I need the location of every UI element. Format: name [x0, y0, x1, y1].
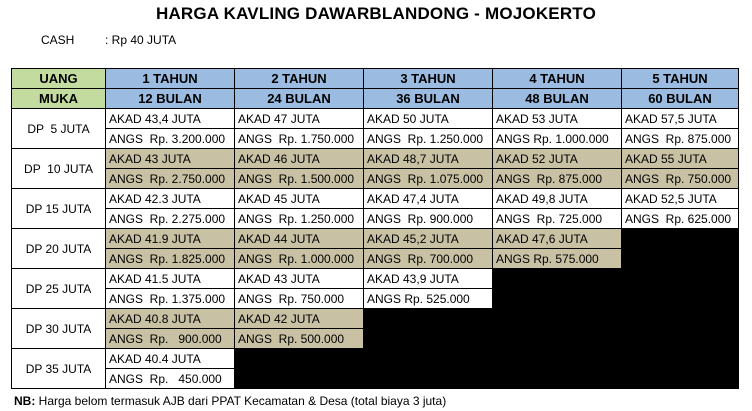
- angs-cell: ANGS Rp. 2.750.000: [106, 169, 235, 189]
- header-years-4: 4 TAHUN: [493, 69, 622, 89]
- angs-cell: ANGS Rp. 1.500.000: [235, 169, 364, 189]
- header-years-2: 2 TAHUN: [235, 69, 364, 89]
- empty-black-cell: [493, 369, 622, 389]
- angs-cell: ANGS Rp. 1.000.000: [235, 249, 364, 269]
- header-uang-muka-line1: UANG: [12, 69, 106, 89]
- angs-cell: ANGS Rp. 500.000: [235, 329, 364, 349]
- angs-cell: ANGS Rp. 750.000: [622, 169, 739, 189]
- akad-cell: AKAD 45,2 JUTA: [364, 229, 493, 249]
- cash-value: : Rp 40 JUTA: [105, 33, 177, 47]
- akad-cell: AKAD 45 JUTA: [235, 189, 364, 209]
- down-payment-cell: DP 35 JUTA: [12, 349, 106, 389]
- table-row: [12, 269, 739, 289]
- down-payment-cell: DP 15 JUTA: [12, 189, 106, 229]
- cash-label: CASH: [41, 33, 75, 47]
- akad-cell: AKAD 42 JUTA: [235, 309, 364, 329]
- empty-black-cell: [622, 249, 739, 269]
- empty-black-cell: [364, 369, 493, 389]
- table-row: [12, 149, 739, 169]
- angs-cell: ANGS Rp. 1.000.000: [493, 129, 622, 149]
- footnote-prefix: NB:: [14, 394, 36, 408]
- angs-cell: ANGS Rp. 625.000: [622, 209, 739, 229]
- angs-cell: ANGS Rp. 575.000: [493, 249, 622, 269]
- akad-cell: AKAD 49,8 JUTA: [493, 189, 622, 209]
- header-months-2: 24 BULAN: [235, 89, 364, 109]
- angs-cell: ANGS Rp. 900.000: [364, 209, 493, 229]
- akad-cell: AKAD 47 JUTA: [235, 109, 364, 129]
- table-row: [12, 209, 739, 229]
- akad-cell: AKAD 57,5 JUTA: [622, 109, 739, 129]
- angs-cell: ANGS Rp. 700.000: [364, 249, 493, 269]
- akad-cell: AKAD 43,4 JUTA: [106, 109, 235, 129]
- down-payment-cell: DP 5 JUTA: [12, 109, 106, 149]
- akad-cell: AKAD 55 JUTA: [622, 149, 739, 169]
- empty-black-cell: [622, 309, 739, 329]
- table-row: [12, 369, 739, 389]
- akad-cell: AKAD 43 JUTA: [235, 269, 364, 289]
- header-years-1: 1 TAHUN: [106, 69, 235, 89]
- empty-black-cell: [622, 369, 739, 389]
- header-months-1: 12 BULAN: [106, 89, 235, 109]
- empty-black-cell: [622, 229, 739, 249]
- price-table: [11, 68, 739, 389]
- header-years-5: 5 TAHUN: [622, 69, 739, 89]
- table-row: [12, 289, 739, 309]
- empty-black-cell: [364, 329, 493, 349]
- empty-black-cell: [493, 349, 622, 369]
- angs-cell: ANGS Rp. 1.825.000: [106, 249, 235, 269]
- angs-cell: ANGS Rp. 875.000: [493, 169, 622, 189]
- table-row: [12, 169, 739, 189]
- angs-cell: ANGS Rp. 725.000: [493, 209, 622, 229]
- angs-cell: ANGS Rp. 450.000: [106, 369, 235, 389]
- akad-cell: AKAD 44 JUTA: [235, 229, 364, 249]
- akad-cell: AKAD 48,7 JUTA: [364, 149, 493, 169]
- empty-black-cell: [364, 349, 493, 369]
- header-uang-muka-line2: MUKA: [12, 89, 106, 109]
- akad-cell: AKAD 41.9 JUTA: [106, 229, 235, 249]
- footnote: [14, 394, 446, 408]
- table-row: [12, 229, 739, 249]
- empty-black-cell: [493, 269, 622, 289]
- empty-black-cell: [493, 309, 622, 329]
- table-row: [12, 249, 739, 269]
- down-payment-cell: DP 30 JUTA: [12, 309, 106, 349]
- akad-cell: AKAD 40.8 JUTA: [106, 309, 235, 329]
- header-years-3: 3 TAHUN: [364, 69, 493, 89]
- akad-cell: AKAD 47,4 JUTA: [364, 189, 493, 209]
- akad-cell: AKAD 46 JUTA: [235, 149, 364, 169]
- empty-black-cell: [493, 329, 622, 349]
- empty-black-cell: [622, 269, 739, 289]
- empty-black-cell: [622, 289, 739, 309]
- table-row: [12, 309, 739, 329]
- down-payment-cell: DP 20 JUTA: [12, 229, 106, 269]
- angs-cell: ANGS Rp. 1.375.000: [106, 289, 235, 309]
- akad-cell: AKAD 52 JUTA: [493, 149, 622, 169]
- header-months-4: 48 BULAN: [493, 89, 622, 109]
- akad-cell: AKAD 53 JUTA: [493, 109, 622, 129]
- empty-black-cell: [622, 349, 739, 369]
- empty-black-cell: [364, 309, 493, 329]
- angs-cell: ANGS Rp. 2.275.000: [106, 209, 235, 229]
- empty-black-cell: [235, 369, 364, 389]
- akad-cell: AKAD 52,5 JUTA: [622, 189, 739, 209]
- akad-cell: AKAD 43,9 JUTA: [364, 269, 493, 289]
- angs-cell: ANGS Rp. 900.000: [106, 329, 235, 349]
- angs-cell: ANGS Rp. 1.250.000: [235, 209, 364, 229]
- price-table-body: [12, 109, 739, 389]
- angs-cell: ANGS Rp. 1.750.000: [235, 129, 364, 149]
- empty-black-cell: [235, 349, 364, 369]
- akad-cell: AKAD 50 JUTA: [364, 109, 493, 129]
- akad-cell: AKAD 47,6 JUTA: [493, 229, 622, 249]
- akad-cell: AKAD 40.4 JUTA: [106, 349, 235, 369]
- angs-cell: ANGS Rp. 1.250.000: [364, 129, 493, 149]
- table-row: [12, 129, 739, 149]
- header-months-3: 36 BULAN: [364, 89, 493, 109]
- angs-cell: ANGS Rp. 525.000: [364, 289, 493, 309]
- table-row: [12, 189, 739, 209]
- table-row: [12, 109, 739, 129]
- akad-cell: AKAD 43 JUTA: [106, 149, 235, 169]
- header-months-5: 60 BULAN: [622, 89, 739, 109]
- footnote-text: Harga belom termasuk AJB dari PPAT Kecamatan & Desa (total biaya 3 juta): [35, 394, 447, 408]
- akad-cell: AKAD 42.3 JUTA: [106, 189, 235, 209]
- angs-cell: ANGS Rp. 750.000: [235, 289, 364, 309]
- table-row: [12, 329, 739, 349]
- empty-black-cell: [493, 289, 622, 309]
- empty-black-cell: [622, 329, 739, 349]
- angs-cell: ANGS Rp. 875.000: [622, 129, 739, 149]
- akad-cell: AKAD 41.5 JUTA: [106, 269, 235, 289]
- angs-cell: ANGS Rp. 1.075.000: [364, 169, 493, 189]
- down-payment-cell: DP 10 JUTA: [12, 149, 106, 189]
- down-payment-cell: DP 25 JUTA: [12, 269, 106, 309]
- angs-cell: ANGS Rp. 3.200.000: [106, 129, 235, 149]
- page-title: HARGA KAVLING DAWARBLANDONG - MOJOKERTO: [155, 4, 597, 23]
- table-row: [12, 349, 739, 369]
